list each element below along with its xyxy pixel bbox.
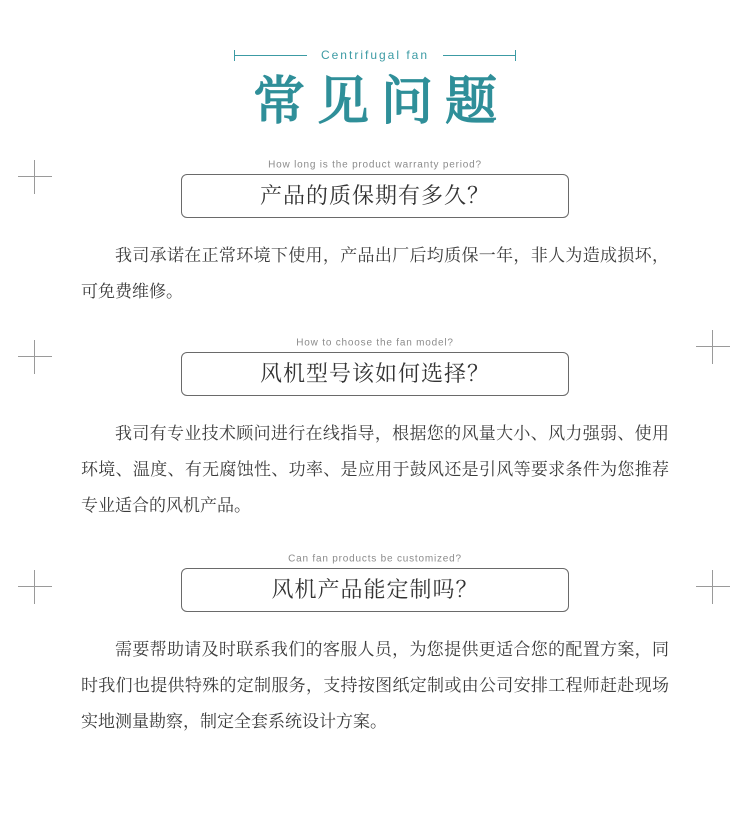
answer-text: 我司承诺在正常环境下使用，产品出厂后均质保一年，非人为造成损坏，可免费维修。 (81, 246, 669, 301)
page-title: 常见问题 (252, 73, 509, 131)
faq-list (0, 159, 750, 740)
answer-text: 需要帮助请及时联系我们的客服人员，为您提供更适合您的配置方案，同时我们也提供特殊的定制服务，支持按图纸定制或由公司安排工程师赶赴现场实地测量勘察，制定全套系统设计方案。 (81, 640, 669, 731)
eyebrow (0, 48, 750, 62)
corner-cross-decoration (18, 570, 52, 604)
question-block (181, 159, 569, 218)
faq-item (0, 159, 750, 309)
question-text: 产品的质保期有多久？ (259, 183, 490, 208)
faq-item (0, 337, 750, 523)
question-text: 风机型号该如何选择？ (259, 361, 490, 387)
page-header (0, 0, 750, 135)
question-text: 风机产品能定制吗？ (271, 577, 479, 603)
question-subtitle: How long is the product warranty period? (259, 160, 491, 171)
rule-right-icon (443, 55, 515, 56)
corner-cross-decoration (696, 570, 730, 604)
question-subtitle: How to choose the fan model? (287, 338, 462, 349)
question-box (181, 174, 569, 218)
corner-cross-decoration (696, 330, 730, 364)
question-block (181, 553, 569, 612)
corner-cross-decoration (18, 340, 52, 374)
question-block (181, 337, 569, 396)
question-box (181, 352, 569, 396)
question-box (181, 568, 569, 612)
rule-left-icon (235, 55, 307, 56)
eyebrow-label: Centrifugal fan (320, 48, 430, 62)
answer-text: 我司有专业技术顾问进行在线指导，根据您的风量大小、风力强弱、使用环境、温度、有无腐蚀性、功率、是应用于鼓风还是引风等要求条件为您推荐专业适合的风机产品。 (81, 424, 669, 515)
question-subtitle: Can fan products be customized? (279, 554, 471, 565)
faq-item (0, 553, 750, 739)
corner-cross-decoration (18, 160, 52, 194)
